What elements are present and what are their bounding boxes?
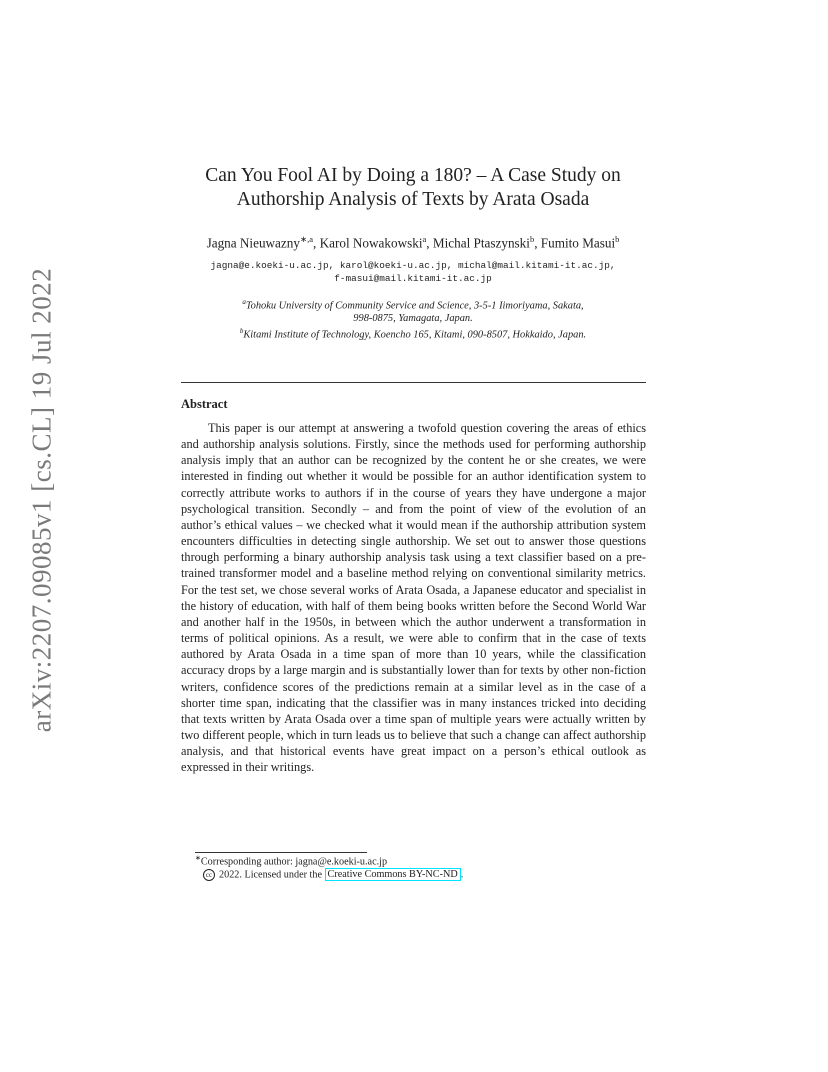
paper-title: [180, 164, 646, 212]
affiliations: [180, 296, 646, 342]
author-list: Jagna Nieuwazny$^{∗,a}$, Karol Nowakowski$^a$, Michal Ptaszynski$^b$, Fumito Masui$^b$: [206, 234, 620, 251]
author-name: Jagna Nieuwazny: [206, 235, 300, 251]
author-emails: [180, 259, 646, 285]
copyright-icon: cc: [203, 869, 215, 881]
abstract-body: This paper is our attempt at answering a twofold question covering the areas of ethics and authorship analysis solutions. Firstly, since the methods used for performing authorship analysis imply that an author can be recognized by the content he or she creates, we were interested in finding out whether it would be possible for an author identification system to correctly attribute works to authors if in the course of years they have undergone a major psychological transition. Secondly – and from the point of view of the evolution of an author’s ethical values – we checked what it would mean if the authorship attribution system encounters difficulties in detecting single authorship. We set out to answer those questions through performing a binary authorship analysis task using a text classifier based on a pre-trained transformer model and a baseline method relying on conventional similarity metrics. For the test set, we chose several works of Arata Osada, a Japanese educator and specialist in the history of education, with half of them being books written before the Second World War and another half in the 1950s, in between which the author underwent a transformation in terms of political opinions. As a result, we were able to confirm that in the case of texts authored by Arata Osada in a time span of more than 10 years, while the classification accuracy drops by a large margin and is substantially lower than for texts by other non-fiction writers, confidence scores of the predictions remain at a similar level as in the case of a shorter time span, indicating that the classifier was in many instances tricked into deciding that texts written by Arata Osada over a time span of multiple years were actually written by two different people, which in turn leads us to believe that such a change can affect authorship analysis, and that historical events have great impact on a person’s ethical outlook as expressed in their writings.: [181, 421, 646, 775]
author-sup: ∗,a: [299, 234, 313, 244]
affiliation-a: [180, 296, 646, 312]
abstract-heading: Abstract: [181, 397, 228, 411]
author-sup: b: [615, 234, 620, 244]
author-sup: a: [422, 234, 427, 244]
author-name: Karol Nowakowski: [319, 235, 423, 251]
footnote-mark: ∗: [195, 854, 201, 862]
license-link[interactable]: Creative Commons BY-NC-ND: [325, 868, 461, 881]
affiliation-b: [180, 325, 646, 341]
emails-line-2: f-masui@mail.kitami-it.ac.jp: [334, 273, 492, 284]
affiliation-a-sup: a: [242, 298, 246, 306]
license-suffix: .: [460, 869, 464, 881]
footnote-license: [203, 869, 463, 881]
emails-line-1: jagna@e.koeki-u.ac.jp, karol@koeki-u.ac.jp, michal@mail.kitami-it.ac.jp,: [210, 260, 616, 271]
arxiv-stamp: [22, 267, 62, 733]
author-name: Fumito Masui: [540, 235, 616, 251]
author-sup: b: [529, 234, 535, 244]
license-prefix: 2022. Licensed under the: [219, 869, 325, 881]
author-name: Michal Ptaszynski: [432, 235, 530, 251]
affiliation-b-line-1: Kitami Institute of Technology, Koencho 165, Kitami, 090-8507, Hokkaido, Japan.: [243, 329, 587, 341]
affiliation-b-sup: b: [239, 327, 244, 336]
footnote-corresponding: [195, 854, 387, 867]
affiliation-a-line-2: 998-0875, Yamagata, Japan.: [353, 313, 473, 325]
arxiv-stamp-text: arXiv:2207.09085v1 [cs.CL] 19 Jul 2022: [26, 267, 57, 733]
header-rule: [181, 382, 646, 383]
footnote-rule: [195, 852, 367, 853]
title-line-2: Authorship Analysis of Texts by Arata Osada: [236, 189, 590, 210]
footnote-corresponding-text: Corresponding author: jagna@e.koeki-u.ac.jp: [200, 856, 388, 868]
title-line-1: Can You Fool AI by Doing a 180? – A Case Study on: [205, 165, 621, 186]
affiliation-a-line-1: Tohoku University of Community Service and Science, 3-5-1 Iimoriyama, Sakata,: [245, 300, 584, 312]
